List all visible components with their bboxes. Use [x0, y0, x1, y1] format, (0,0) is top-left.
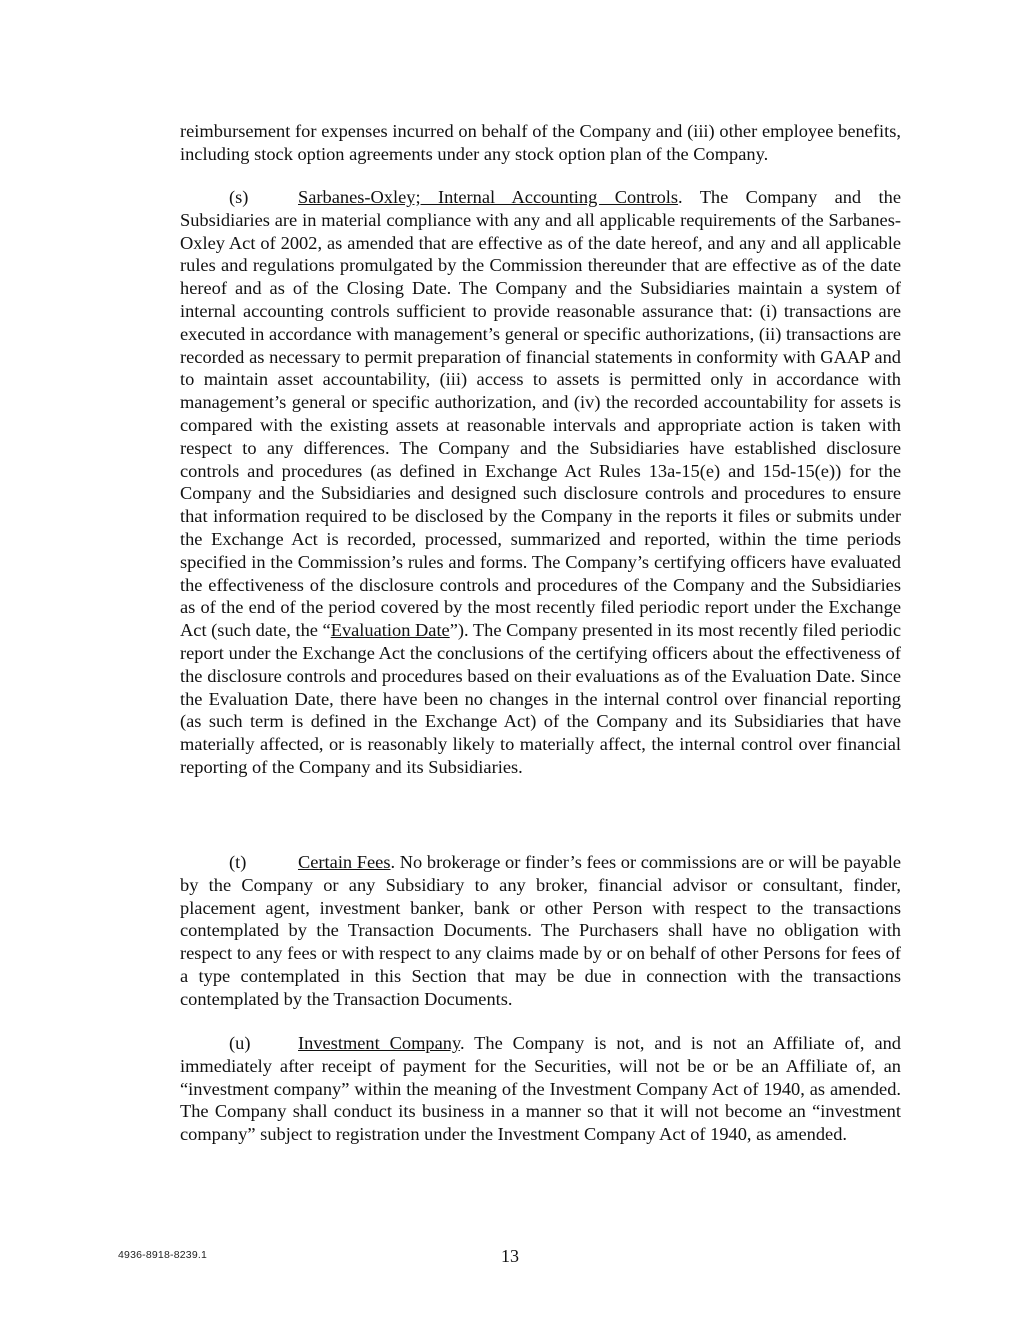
- defined-term-evaluation-date: Evaluation Date: [330, 620, 450, 641]
- section-t-paragraph: [180, 851, 901, 1011]
- document-id: 4936-8918-8239.1: [118, 1249, 208, 1261]
- section-s-title: Sarbanes-Oxley; Internal Accounting Controls: [298, 187, 679, 207]
- page-number: 13: [501, 1246, 519, 1266]
- section-u-paragraph: [180, 1032, 901, 1146]
- section-t-title: Certain Fees: [298, 852, 391, 872]
- section-s-body-part2: ”). The Company presented in its most recently filed periodic report under the Exchange Act the conclusions of the certifying officers about the effectiveness of the disclosure controls and procedures based on their evaluations as of the Evaluation Date. Since the Evaluation Date, there have been no changes in the internal control over financial reporting (as such term is defined in the Exchange Act) of the Company and its Subsidiaries that have materially affected, or is reasonably likely to materially affect, the internal control over financial reporting of the Company and its Subsidiaries.: [180, 620, 901, 777]
- intro-paragraph: reimbursement for expenses incurred on behalf of the Company and (iii) other employee benefits, including stock option agreements under any stock option plan of the Company.: [180, 121, 901, 164]
- section-u-title: Investment Company: [298, 1033, 460, 1053]
- section-s-paragraph: [180, 186, 901, 779]
- section-s-body-part1: . The Company and the Subsidiaries are in material compliance with any and all applicable requirements of the Sarbanes-Oxley Act of 2002, as amended that are effective as of the date hereof, and any and all applicable rules and regulations promulgated by the Commission thereunder that are effective as of the date hereof and as of the Closing Date. The Company and the Subsidiaries maintain a system of internal accounting controls sufficient to provide reasonable assurance that: (i) transactions are executed in accordance with management’s general or specific authorizations, (ii) transactions are recorded as necessary to permit preparation of financial statements in conformity with GAAP and to maintain asset accountability, (iii) access to assets is permitted only in accordance with management’s general or specific authorization, and (iv) the recorded accountability for assets is compared with the existing assets at reasonable intervals and appropriate action is taken with respect to any differences. The Company and the Subsidiaries have established disclosure controls and procedures (as defined in Exchange Act Rules 13a-15(e) and 15d-15(e)) for the Company and the Subsidiaries and designed such disclosure controls and procedures to ensure that information required to be disclosed by the Company in the reports it files or submits under the Exchange Act is recorded, processed, summarized and reported, within the time periods specified in the Commission’s rules and forms. The Company’s certifying officers have evaluated the effectiveness of the disclosure controls and procedures of the Company and the Subsidiaries as of the end of the period covered by the most recently filed periodic report under the Exchange Act (such date, the “: [180, 187, 901, 641]
- section-t-body: . No brokerage or finder’s fees or commissions are or will be payable by the Company or any Subsidiary to any broker, financial advisor or consultant, finder, placement agent, investment banker, bank or other Person with respect to the transactions contemplated by the Transaction Documents. The Purchasers shall have no obligation with respect to any fees or with respect to any claims made by or on behalf of other Persons for fees of a type contemplated in this Section that may be due in connection with the transactions contemplated by the Transaction Documents.: [180, 852, 901, 1009]
- section-s-label: (s): [229, 187, 249, 207]
- section-u-label: (u): [229, 1033, 251, 1053]
- section-u-body: . The Company is not, and is not an Affiliate of, and immediately after receipt of payment for the Securities, will not be or be an Affiliate of, an “investment company” within the meaning of the Investment Company Act of 1940, as amended. The Company shall conduct its business in a manner so that it will not become an “investment company” subject to registration under the Investment Company Act of 1940, as amended.: [180, 1033, 901, 1145]
- section-t-label: (t): [229, 852, 247, 872]
